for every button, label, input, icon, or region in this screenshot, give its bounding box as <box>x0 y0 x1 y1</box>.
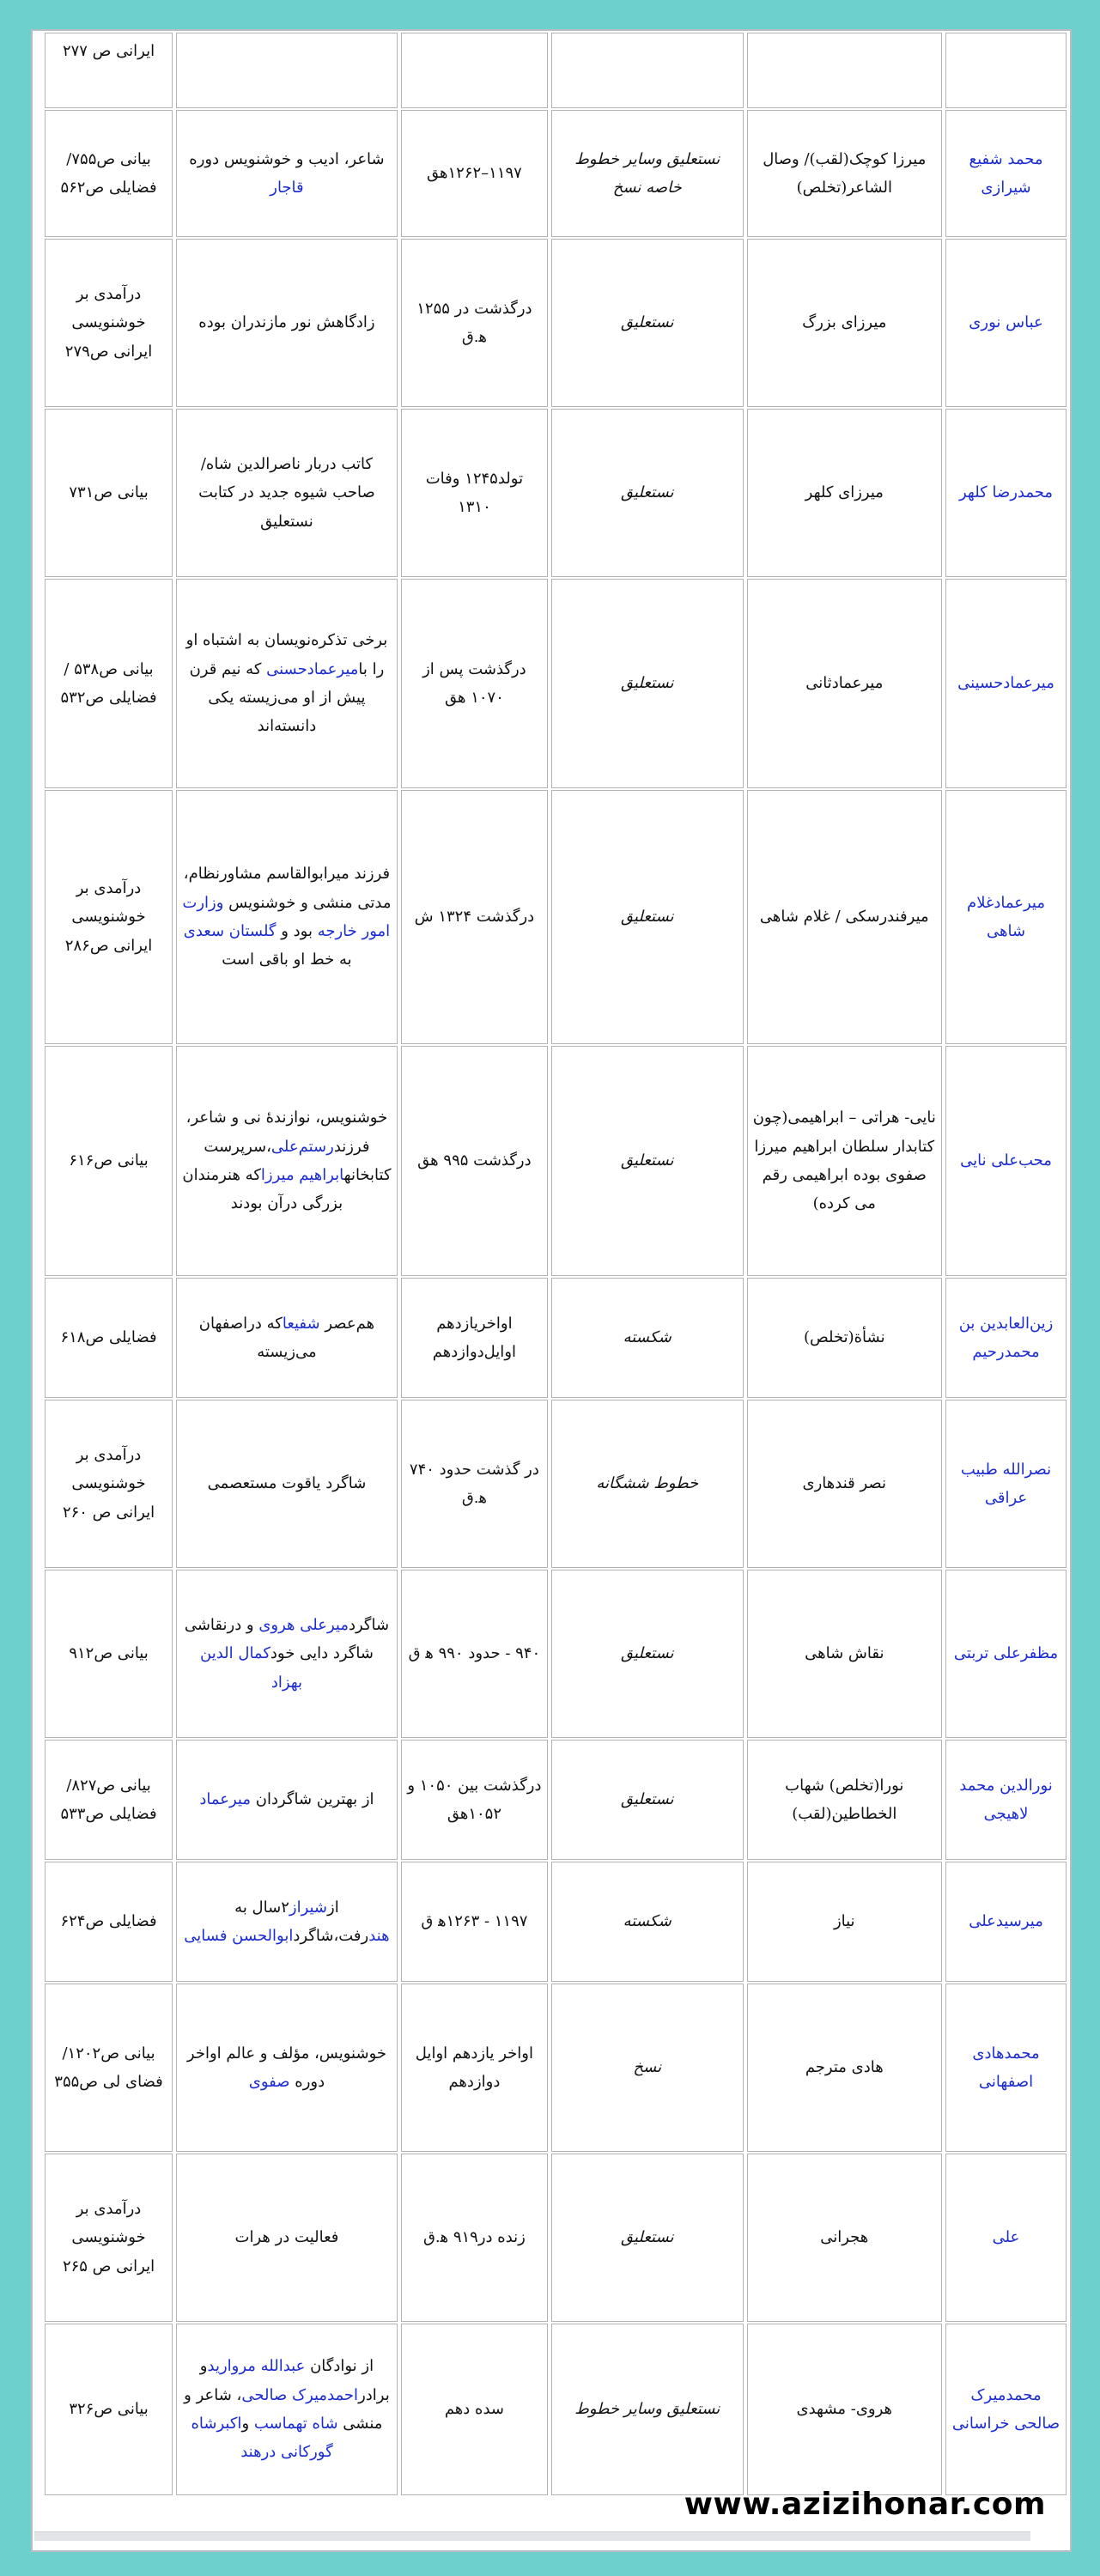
cell-name: زین‌العابدین بن محمدرحیم <box>945 1278 1067 1398</box>
description-link[interactable]: میرعمادحسنی <box>266 659 359 678</box>
cell-date: درگذشت بین ۱۰۵۰ و ۱۰۵۲ه‍ق <box>401 1740 548 1860</box>
table-row <box>45 579 1067 788</box>
cell-name: محب‌علی نایی <box>945 1046 1067 1276</box>
description-text: ،سرپرست کتابخانه <box>204 1137 392 1184</box>
cell-name: محمدرضا کلهر <box>945 409 1067 577</box>
cell-title: هروی- مشهدی <box>747 2324 943 2495</box>
description-text: برخی تذکره‌نویسان به اشتباه او را با <box>185 631 388 678</box>
cell-name: محمدمیرک صالحی خراسانی <box>945 2324 1067 2495</box>
description-text: ۲سال به <box>234 1898 289 1917</box>
description-link[interactable]: ابوالحسن فسایی <box>184 1927 294 1945</box>
cell-title: نیاز <box>747 1862 943 1982</box>
table-row <box>45 2154 1067 2322</box>
cell-source: بیانی ص۹۱۲ <box>45 1570 173 1738</box>
cell-title: میرفندرسکی / غلام شاهی <box>747 790 943 1044</box>
cell-style: نستعلیق <box>551 579 744 788</box>
cell-style: نستعلیق <box>551 1046 744 1276</box>
description-link[interactable]: ابراهیم میرزا <box>260 1166 344 1184</box>
cell-name: محمدهادی اصفهانی <box>945 1984 1067 2152</box>
description-text: شاعر، ادیب و خوشنویس دوره <box>189 149 385 168</box>
table-row <box>45 1740 1067 1860</box>
cell-description <box>176 1862 398 1982</box>
description-link[interactable]: شفیعا <box>282 1314 320 1333</box>
description-link[interactable]: وزارت امور خارجه <box>182 893 391 940</box>
description-text: خوشنویس، نوازندۀ نی و شاعر، فرزند <box>185 1109 388 1156</box>
description-link[interactable]: رستم‌علی <box>270 1137 334 1156</box>
cell-style: خطوط ششگانه <box>551 1400 744 1568</box>
cell-name: نصرالله طبیب عراقی <box>945 1400 1067 1568</box>
cell-style: نستعلیق <box>551 409 744 577</box>
cell-style <box>551 33 744 108</box>
description-text: از <box>327 1898 339 1917</box>
cell-source: درآمدی بر خوشنویسی ایرانی ص۲۸۶ <box>45 790 173 1044</box>
cell-name: عباس نوری <box>945 239 1067 407</box>
description-link[interactable]: میرعماد <box>199 1790 251 1809</box>
description-link[interactable]: صفوی <box>248 2073 290 2091</box>
cell-style: نستعلیق وسایر خطوط <box>551 2324 744 2495</box>
cell-date: زنده در۹۱۹ ه‍.ق <box>401 2154 548 2322</box>
description-link[interactable]: احمدمیرک صالحی <box>241 2385 359 2404</box>
cell-title: نایی- هراتی – ابراهیمی(چون کتابدار سلطان ابراهیم میرزا صفوی بوده ابراهیمی رقم می کرده) <box>747 1046 943 1276</box>
cell-title: هجرانی <box>747 2154 943 2322</box>
description-link[interactable]: اکبرشاه گورکانی <box>191 2415 333 2462</box>
cell-name: علی <box>945 2154 1067 2322</box>
cell-source: فضایلی ص۶۱۸ <box>45 1278 173 1398</box>
description-link[interactable]: درهند <box>240 2443 282 2462</box>
cell-title: نقاش شاهی <box>747 1570 943 1738</box>
cell-source: درآمدی بر خوشنویسی ایرانی ص ۲۶۰ <box>45 1400 173 1568</box>
cell-description <box>176 2324 398 2495</box>
cell-style: نستعلیق <box>551 1740 744 1860</box>
cell-title: نصر قندهاری <box>747 1400 943 1568</box>
cell-source: بیانی ص۱۲۰۲/فضای لی ص۳۵۵ <box>45 1984 173 2152</box>
cell-name <box>945 33 1067 108</box>
cell-date: درگذشت در ۱۲۵۵ ه‍.ق <box>401 239 548 407</box>
cell-title: میرزای کلهر <box>747 409 943 577</box>
cell-source: بیانی ص۳۲۶ <box>45 2324 173 2495</box>
description-text: خوشنویس، مؤلف و عالم اواخر دوره <box>186 2044 386 2091</box>
table-row <box>45 1278 1067 1398</box>
description-text: هم‌عصر <box>319 1314 375 1333</box>
description-link[interactable]: شیراز <box>289 1898 328 1917</box>
site-watermark: www.azizihonar.com <box>684 2487 1046 2522</box>
cell-description <box>176 1984 398 2152</box>
cell-title <box>747 33 943 108</box>
table-row <box>45 1862 1067 1982</box>
cell-description <box>176 1570 398 1738</box>
table-row <box>45 1570 1067 1738</box>
cell-name: میرسیدعلی <box>945 1862 1067 1982</box>
cell-style: نستعلیق <box>551 239 744 407</box>
cell-date: ۱۱۹۷ - ۱۲۶۳ه‍ ق <box>401 1862 548 1982</box>
description-text: شاگرد <box>348 1616 390 1635</box>
cell-date: ۱۱۹۷–۱۲۶۲ه‍ق <box>401 110 548 237</box>
cell-title: میرعمادثانی <box>747 579 943 788</box>
description-text: به خط او باقی است <box>222 951 352 969</box>
cell-source: درآمدی بر خوشنویسی ایرانی ص۲۷۹ <box>45 239 173 407</box>
cell-description <box>176 790 398 1044</box>
cell-date: اواخر یازدهم اوایل دوازدهم <box>401 1984 548 2152</box>
table-row <box>45 1400 1067 1568</box>
description-link[interactable]: قاجار <box>270 179 304 197</box>
cell-source: ایرانی ص ۲۷۷ <box>45 33 173 108</box>
table-row <box>45 1046 1067 1276</box>
cell-title: نورا(تخلص) شهاب الخطاطین(لقب) <box>747 1740 943 1860</box>
cell-description <box>176 1046 398 1276</box>
table-row <box>45 409 1067 577</box>
cell-name: مظفرعلی تربتی <box>945 1570 1067 1738</box>
cell-date: تولد۱۲۴۵ وفات ۱۳۱۰ <box>401 409 548 577</box>
cell-source: درآمدی بر خوشنویسی ایرانی ص ۲۶۵ <box>45 2154 173 2322</box>
description-text: و درنقاشی شاگرد دایی خود <box>184 1616 374 1663</box>
cell-description <box>176 110 398 237</box>
cell-description: شاگرد یاقوت مستعصمی <box>176 1400 398 1568</box>
description-link[interactable]: کمال الدین بهزاد <box>200 1644 303 1692</box>
description-text: که هنرمندان بزرگی درآن بودند <box>182 1166 343 1213</box>
description-text: که نیم قرن پیش از او می‌زیسته یکی دانسته‌اند <box>189 659 366 736</box>
table-row <box>45 2324 1067 2495</box>
table-row <box>45 110 1067 237</box>
cell-date: سده دهم <box>401 2324 548 2495</box>
cell-title: میرزای بزرگ <box>747 239 943 407</box>
description-text: و برادر <box>199 2357 390 2404</box>
cell-description: فعالیت در هرات <box>176 2154 398 2322</box>
cell-style: شکسته <box>551 1278 744 1398</box>
table-row <box>45 1984 1067 2152</box>
cell-style: نستعلیق <box>551 790 744 1044</box>
description-link[interactable]: میرعلی هروی <box>258 1616 349 1635</box>
cell-source: فضایلی ص۶۲۴ <box>45 1862 173 1982</box>
cell-source: بیانی ص۷۳۱ <box>45 409 173 577</box>
cell-date: در گذشت حدود ۷۴۰ ه‍.ق <box>401 1400 548 1568</box>
cell-description <box>176 579 398 788</box>
description-text: ، شاعر و منشی <box>184 2385 383 2433</box>
cell-description: زادگاهش نور مازندران بوده <box>176 239 398 407</box>
table-row <box>45 239 1067 407</box>
cell-title: نشأة(تخلص) <box>747 1278 943 1398</box>
cell-date: درگذشت پس از ۱۰۷۰ ه‍ق <box>401 579 548 788</box>
description-link[interactable]: شاه تهماسب <box>253 2415 338 2433</box>
cell-description <box>176 1278 398 1398</box>
calligraphers-table <box>41 31 1070 2497</box>
cell-name: میرعمادغلام شاهی <box>945 790 1067 1044</box>
description-text: و <box>241 2415 254 2433</box>
cell-name: محمد شفیع شیرازی <box>945 110 1067 237</box>
cell-date: اواخریازدهم اوایل‌دوازدهم <box>401 1278 548 1398</box>
cell-name: نورالدین محمد لاهیجی <box>945 1740 1067 1860</box>
description-text: از بهترین شاگردان <box>251 1790 374 1809</box>
cell-date: ۹۴۰ - حدود ۹۹۰ ه‍ ق <box>401 1570 548 1738</box>
table-row <box>45 33 1067 108</box>
cell-style: نستعلیق <box>551 2154 744 2322</box>
description-text: که دراصفهان <box>198 1314 283 1333</box>
page-sheet <box>31 29 1072 2552</box>
table-row <box>45 790 1067 1044</box>
cell-description <box>176 33 398 108</box>
cell-source: بیانی ص۸۲۷/ فضایلی ص۵۳۳ <box>45 1740 173 1860</box>
cell-date: درگذشت ۱۳۲۴ ش <box>401 790 548 1044</box>
cell-description: کاتب دربار ناصرالدین شاه/صاحب شیوه جدید در کتابت نستعلیق <box>176 409 398 577</box>
description-text: رفت،شاگرد <box>293 1927 369 1945</box>
cell-style: نستعلیق <box>551 1570 744 1738</box>
cell-date <box>401 33 548 108</box>
cell-style: شکسته <box>551 1862 744 1982</box>
cell-title: هادی مترجم <box>747 1984 943 2152</box>
cell-date: درگذشت ۹۹۵ ه‍ق <box>401 1046 548 1276</box>
description-link[interactable]: عبدالله مروارید <box>207 2357 306 2376</box>
page-bottom-strip <box>34 2531 1030 2541</box>
description-link[interactable]: گلستان سعدی <box>183 922 277 940</box>
cell-source: بیانی ص۷۵۵/ فضایلی ص۵۶۲ <box>45 110 173 237</box>
description-text: می‌زیسته <box>257 1343 317 1361</box>
cell-description <box>176 1740 398 1860</box>
cell-style: نسخ <box>551 1984 744 2152</box>
description-text: بود و <box>281 922 318 940</box>
cell-title: میرزا کوچک(لقب)/ وصال الشاعر(تخلص) <box>747 110 943 237</box>
cell-style: نستعلیق وسایر خطوط خاصه نسخ <box>551 110 744 237</box>
description-text: فرزند میرابوالقاسم مشاورنظام، مدتی منشی و خوشنویس <box>183 865 392 912</box>
cell-source: بیانی ص۵۳۸ /فضایلی ص۵۳۲ <box>45 579 173 788</box>
description-text: از نوادگان <box>305 2357 374 2376</box>
cell-name: میرعمادحسینی <box>945 579 1067 788</box>
cell-source: بیانی ص۶۱۶ <box>45 1046 173 1276</box>
description-link[interactable]: هند <box>368 1927 390 1945</box>
